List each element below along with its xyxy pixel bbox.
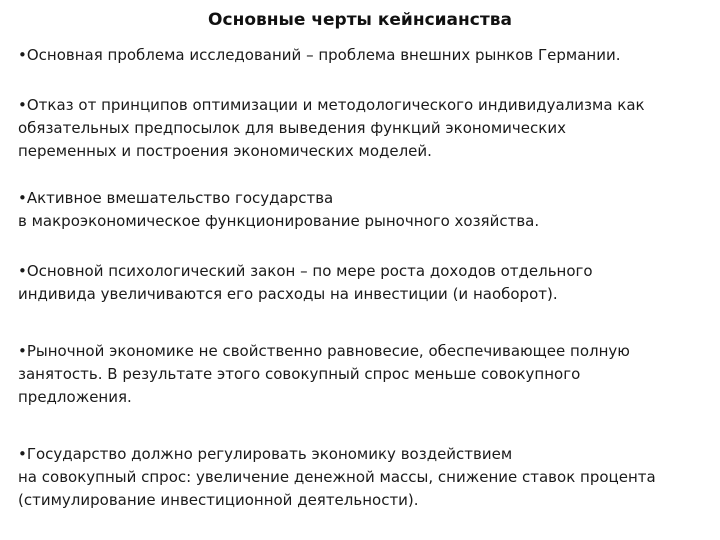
bullet-line: на совокупный спрос: увеличение денежной массы, снижение ставок процента [18, 468, 656, 486]
bullet-line: •Основной психологический закон – по мере роста доходов отдельного [18, 262, 593, 280]
bullet-state-intervention [18, 187, 708, 233]
bullet-line: индивида увеличиваются его расходы на инвестиции (и наоборот). [18, 285, 558, 303]
bullet-main-problem [18, 44, 708, 67]
bullet-line: •Рыночной экономике не свойственно равновесие, обеспечивающее полную [18, 342, 630, 360]
bullet-line: переменных и построения экономических моделей. [18, 142, 432, 160]
bullet-line: •Отказ от принципов оптимизации и методологического индивидуализма как [18, 96, 645, 114]
bullet-market-equilibrium [18, 340, 708, 409]
bullet-rejection-of-principles [18, 94, 708, 163]
bullet-psychological-law [18, 260, 708, 306]
bullet-line: (стимулирование инвестиционной деятельности). [18, 491, 419, 509]
bullet-line: •Государство должно регулировать экономику воздействием [18, 445, 513, 463]
bullet-line: в макроэкономическое функционирование рыночного хозяйства. [18, 212, 540, 230]
slide-title: Основные черты кейнсианства [208, 10, 512, 30]
bullet-line: •Основная проблема исследований – проблема внешних рынков Германии. [18, 46, 621, 64]
bullet-line: предложения. [18, 388, 132, 406]
bullet-line: занятость. В результате этого совокупный спрос меньше совокупного [18, 365, 581, 383]
bullet-line: •Активное вмешательство государства [18, 189, 334, 207]
bullet-state-regulation [18, 443, 708, 512]
bullet-line: обязательных предпосылок для выведения функций экономических [18, 119, 566, 137]
